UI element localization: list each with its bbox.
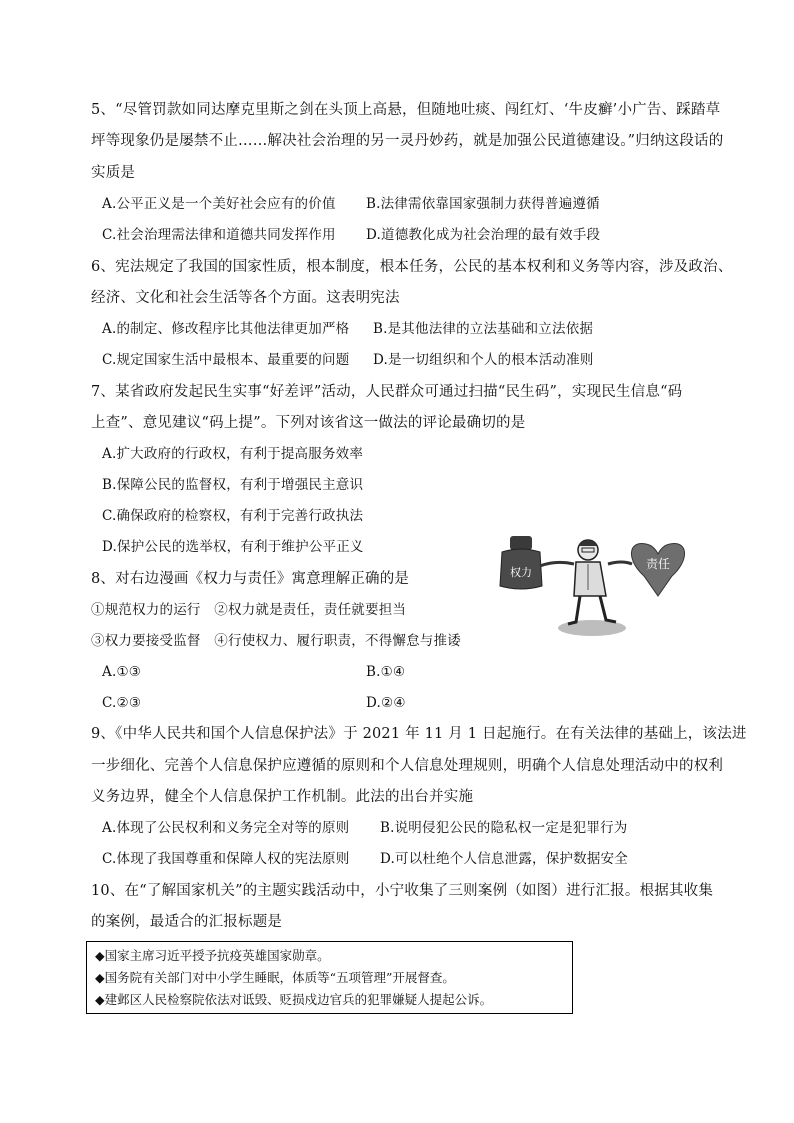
q5-stem-line-3: 实质是 [91,165,136,181]
q8-item-line-1: ①规范权力的运行 ②权力就是责任，责任就要担当 [91,602,407,618]
q5-stem-line-1: 5、“尽管罚款如同达摩克里斯之剑在头顶上高悬，但随地吐痰、闯红灯、‘牛皮癣’小广告、踩踏草 [91,102,721,118]
q7-option-d: D.保护公民的选举权，有利于维护公平正义 [102,539,364,555]
q5-option-b: B.法律需依靠国家强制力获得普遍遵循 [366,196,600,212]
q8-option-d: D.②④ [366,695,406,711]
weight-knob [510,536,532,550]
power-weight-label: 权力 [510,566,532,579]
q5-option-c: C.社会治理需法律和道德共同发挥作用 [102,227,336,243]
person-hair [578,540,598,546]
person-left-leg [568,596,580,624]
q9-option-c: C.体现了我国尊重和保障人权的宪法原则 [102,851,350,867]
q6-option-c: C.规定国家生活中最根本、最重要的问题 [102,352,350,368]
person-body [574,562,606,596]
q6-option-a: A.的制定、修改程序比其他法律更加严格 [102,321,350,337]
q9-option-a: A.体现了公民权利和义务完全对等的原则 [102,820,350,836]
q7-option-b: B.保障公民的监督权，有利于增强民主意识 [102,477,364,493]
q9-stem-line-1: 9、《中华人民共和国个人信息保护法》于 2021 年 11 月 1 日起施行。在有关法律的基础上，该法进 [91,726,747,742]
q6-stem-line-1: 6、宪法规定了我国的国家性质，根本制度，根本任务，公民的基本权利和义务等内容，涉及政治、 [91,259,733,275]
left-arm [540,562,574,566]
q5-stem-line-2: 坪等现象仍是屡禁不止……解决社会治理的另一灵丹妙药，就是加强公民道德建设。”归纳这段话的 [91,133,724,149]
power-responsibility-cartoon [496,530,691,642]
q6-option-b: B.是其他法律的立法基础和立法依据 [373,321,594,337]
q7-option-a: A.扩大政府的行政权，有利于提高服务效率 [102,446,364,462]
q10-case-3: ◆建邺区人民检察院依法对诋毁、贬损戍边官兵的犯罪嫌疑人提起公诉。 [95,992,493,1007]
q10-case-2: ◆国务院有关部门对中小学生睡眠，体质等“五项管理”开展督查。 [95,970,455,985]
q10-stem-line-2: 的案例，最适合的汇报标题是 [91,914,283,930]
q10-case-1: ◆国家主席习近平授予抗疫英雄国家勋章。 [95,948,330,963]
q8-option-b: B.①④ [366,664,406,680]
right-arm [608,562,632,564]
q8-item-line-2: ③权力要接受监督 ④行使权力、履行职责，不得懈怠与推诿 [91,633,461,649]
q6-stem-line-2: 经济、文化和社会生活等各个方面。这表明宪法 [91,290,400,306]
q7-stem-line-1: 7、某省政府发起民生实事“好差评”活动，人民群众可通过扫描“民生码”，实现民生信息“码 [91,384,683,400]
q9-stem-line-2: 一步细化、完善个人信息保护应遵循的原则和个人信息处理规则，明确个人信息处理活动中的权利 [91,758,724,774]
responsibility-heart-label: 责任 [645,557,671,571]
person-right-leg [600,596,616,622]
q6-option-d: D.是一切组织和个人的根本活动准则 [373,352,594,368]
q5-option-a: A.公平正义是一个美好社会应有的价值 [102,196,336,212]
q9-option-d: D.可以杜绝个人信息泄露，保护数据安全 [380,851,628,867]
q9-stem-line-3: 义务边界，健全个人信息保护工作机制。此法的出台并实施 [91,789,474,805]
q10-stem-line-1: 10、在“了解国家机关”的主题实践活动中，小宁收集了三则案例（如图）进行汇报。根据其收集 [91,883,714,899]
q10-case-box [86,941,573,1014]
q7-stem-line-2: 上查”、意见建议“码上提”。下列对该省这一做法的评论最确切的是 [91,415,526,431]
q9-option-b: B.说明侵犯公民的隐私权一定是犯罪行为 [380,820,628,836]
q8-stem: 8、对右边漫画《权力与责任》寓意理解正确的是 [91,571,410,587]
q7-option-c: C.确保政府的检察权，有利于完善行政执法 [102,508,364,524]
q8-option-a: A.①③ [102,664,142,680]
q8-option-c: C.②③ [102,695,142,711]
q5-option-d: D.道德教化成为社会治理的最有效手段 [366,227,601,243]
cartoon-illustration [496,530,691,642]
